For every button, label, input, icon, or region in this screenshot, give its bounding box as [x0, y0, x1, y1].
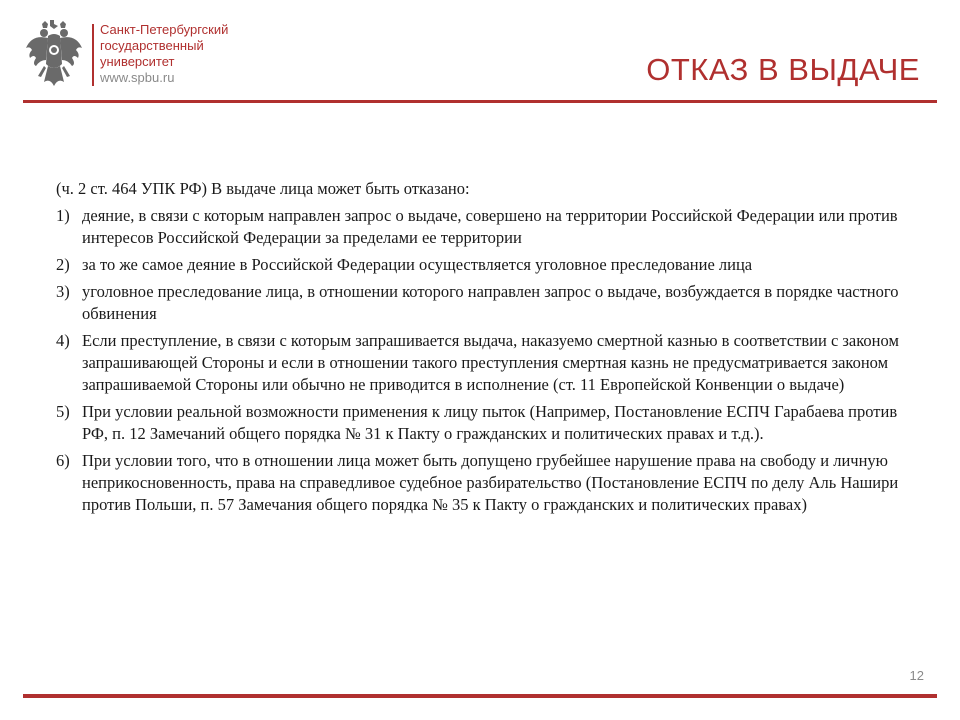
list-item [56, 401, 916, 445]
list-item-text: Если преступление, в связи с которым запрашивается выдача, наказуемо смертной казнью в соответствии с законом запрашивающей Стороны и если в отношении такого преступления смертная казнь не предусматривается законом запрашиваемой Стороны или обычно не приводится в исполнение (ст. 11 Европейской Конвенции о выдаче) [82, 331, 899, 394]
double-headed-eagle-icon [24, 20, 84, 94]
logo-line-2: государственный [100, 38, 204, 53]
list-item-number: 5) [56, 402, 70, 421]
list-item-text: При условии реальной возможности применения к лицу пыток (Например, Постановление ЕСПЧ Гарабаева против РФ, п. 12 Замечаний общего порядка № 31 к Пакту о гражданских и политических правах и т.д.). [82, 402, 898, 443]
list-item [56, 281, 916, 325]
list-item-number: 3) [56, 282, 70, 301]
logo-line-3: университет [100, 54, 175, 69]
list-item [56, 205, 916, 249]
list-item [56, 254, 916, 276]
logo-url[interactable]: www.spbu.ru [100, 70, 175, 85]
list-item-number: 2) [56, 255, 70, 274]
list-item-number: 4) [56, 331, 70, 350]
slide-header [0, 0, 960, 110]
logo-line-1: Санкт-Петербургский [100, 22, 229, 37]
university-logo-text [100, 22, 228, 86]
list-item [56, 450, 916, 516]
slide-title: ОТКАЗ В ВЫДАЧЕ [646, 52, 920, 87]
footer-divider [23, 694, 937, 698]
refusal-grounds-list [56, 205, 916, 516]
logo-divider [92, 24, 94, 86]
page-number: 12 [909, 668, 924, 683]
list-item-text: за то же самое деяние в Российской Федерации осуществляется уголовное преследование лица [82, 255, 753, 274]
slide-body [56, 178, 916, 521]
header-divider [23, 100, 937, 103]
list-item-text: При условии того, что в отношении лица может быть допущено грубейшее нарушение права на свободу и личную неприкосновенность, права на справедливое судебное разбирательство (Постановление ЕСПЧ по делу Аль Нашири против Польши, п. 57 Замечания общего порядка № 35 к Пакту о гражданских и политических правах) [82, 451, 899, 514]
list-item-text: уголовное преследование лица, в отношении которого направлен запрос о выдаче, возбуждается в порядке частного обвинения [82, 282, 899, 323]
list-item-text: деяние, в связи с которым направлен запрос о выдаче, совершено на территории Российской Федерации или против интересов Российской Федерации за пределами ее территории [82, 206, 898, 247]
intro-text: (ч. 2 ст. 464 УПК РФ) В выдаче лица может быть отказано: [56, 179, 470, 198]
list-item-number: 1) [56, 206, 70, 225]
list-item [56, 330, 916, 396]
list-item-number: 6) [56, 451, 70, 470]
